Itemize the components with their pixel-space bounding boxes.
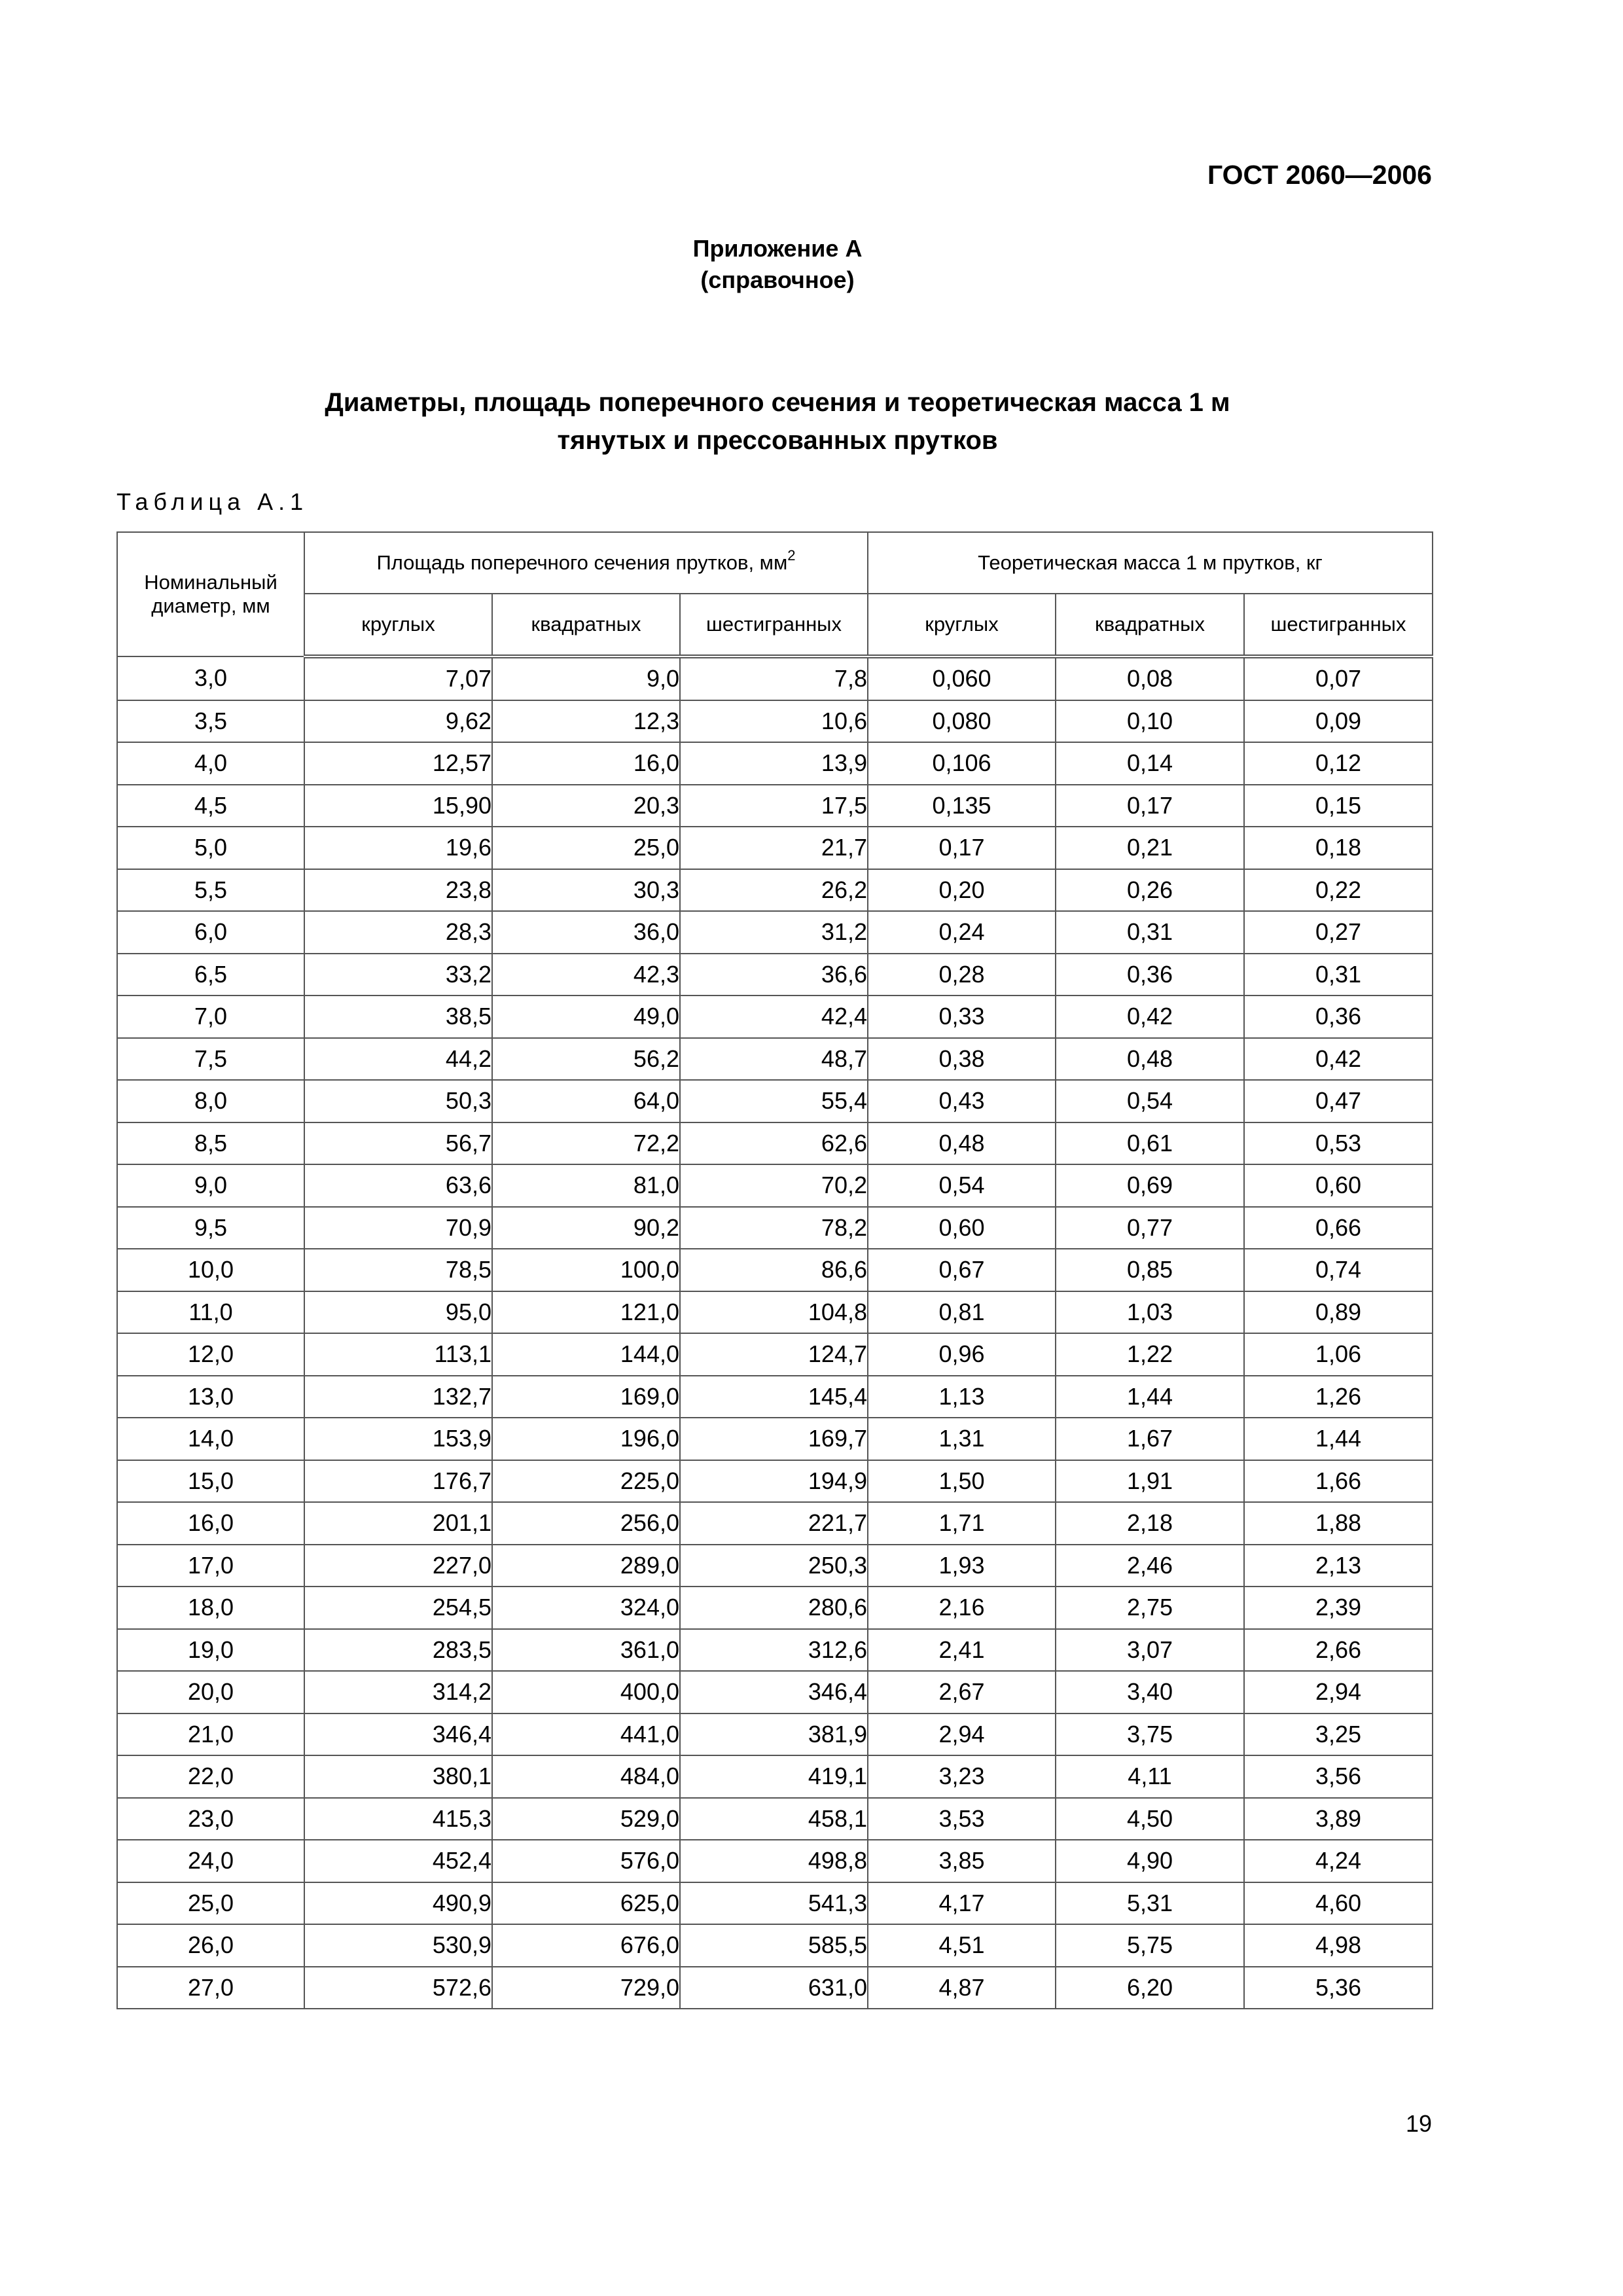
cell-area-hex: 21,7 xyxy=(680,827,868,869)
cell-area-round: 283,5 xyxy=(304,1629,492,1672)
cell-mass-round: 2,94 xyxy=(868,1713,1056,1756)
cell-area-round: 44,2 xyxy=(304,1038,492,1081)
cell-area-hex: 26,2 xyxy=(680,869,868,912)
cell-mass-hex: 0,60 xyxy=(1244,1164,1433,1207)
table-row xyxy=(117,1840,1433,1882)
cell-mass-hex: 0,07 xyxy=(1244,656,1433,700)
cell-mass-square: 5,31 xyxy=(1056,1882,1244,1925)
table-row xyxy=(117,1376,1433,1418)
cell-area-hex: 62,6 xyxy=(680,1122,868,1165)
table-row xyxy=(117,700,1433,743)
document-title-line-1: Диаметры, площадь поперечного сечения и теоретическая масса 1 м xyxy=(325,388,1230,417)
cell-area-hex: 31,2 xyxy=(680,911,868,954)
cell-area-hex: 42,4 xyxy=(680,996,868,1038)
cell-mass-round: 0,48 xyxy=(868,1122,1056,1165)
data-table xyxy=(116,531,1433,2009)
cell-mass-hex: 2,39 xyxy=(1244,1587,1433,1629)
table-row xyxy=(117,1713,1433,1756)
cell-diameter: 5,0 xyxy=(117,827,304,869)
cell-diameter: 7,5 xyxy=(117,1038,304,1081)
table-row xyxy=(117,827,1433,869)
table-row xyxy=(117,1333,1433,1376)
cell-area-round: 28,3 xyxy=(304,911,492,954)
cell-diameter: 8,0 xyxy=(117,1080,304,1122)
cell-mass-hex: 3,56 xyxy=(1244,1755,1433,1798)
cell-area-round: 23,8 xyxy=(304,869,492,912)
cell-mass-square: 0,85 xyxy=(1056,1249,1244,1291)
cell-area-square: 225,0 xyxy=(492,1460,680,1503)
cell-mass-round: 0,38 xyxy=(868,1038,1056,1081)
cell-mass-hex: 1,44 xyxy=(1244,1418,1433,1460)
cell-mass-hex: 0,31 xyxy=(1244,954,1433,996)
cell-area-square: 9,0 xyxy=(492,656,680,700)
cell-mass-square: 3,07 xyxy=(1056,1629,1244,1672)
cell-mass-square: 0,61 xyxy=(1056,1122,1244,1165)
table-row xyxy=(117,1629,1433,1672)
cell-area-square: 625,0 xyxy=(492,1882,680,1925)
cell-mass-square: 4,90 xyxy=(1056,1840,1244,1882)
cell-area-round: 95,0 xyxy=(304,1291,492,1334)
cell-mass-round: 3,53 xyxy=(868,1798,1056,1840)
cell-mass-square: 0,54 xyxy=(1056,1080,1244,1122)
cell-area-square: 256,0 xyxy=(492,1502,680,1545)
cell-mass-round: 2,16 xyxy=(868,1587,1056,1629)
cell-mass-square: 1,44 xyxy=(1056,1376,1244,1418)
cell-area-hex: 86,6 xyxy=(680,1249,868,1291)
header-diameter: Номинальный диаметр, мм xyxy=(117,532,304,656)
cell-area-square: 64,0 xyxy=(492,1080,680,1122)
cell-diameter: 25,0 xyxy=(117,1882,304,1925)
cell-area-square: 12,3 xyxy=(492,700,680,743)
cell-mass-hex: 4,60 xyxy=(1244,1882,1433,1925)
cell-mass-square: 0,21 xyxy=(1056,827,1244,869)
table-body xyxy=(117,656,1433,2009)
cell-mass-round: 0,33 xyxy=(868,996,1056,1038)
table-row xyxy=(117,1587,1433,1629)
cell-area-square: 100,0 xyxy=(492,1249,680,1291)
cell-mass-round: 1,13 xyxy=(868,1376,1056,1418)
cell-area-round: 33,2 xyxy=(304,954,492,996)
cell-mass-square: 1,91 xyxy=(1056,1460,1244,1503)
cell-mass-hex: 0,42 xyxy=(1244,1038,1433,1081)
cell-mass-square: 0,31 xyxy=(1056,911,1244,954)
appendix-heading xyxy=(0,233,1555,296)
table-caption: Таблица А.1 xyxy=(116,488,309,515)
table-row xyxy=(117,1460,1433,1503)
cell-area-hex: 55,4 xyxy=(680,1080,868,1122)
cell-mass-square: 0,77 xyxy=(1056,1207,1244,1249)
cell-diameter: 9,5 xyxy=(117,1207,304,1249)
cell-diameter: 6,0 xyxy=(117,911,304,954)
cell-area-hex: 10,6 xyxy=(680,700,868,743)
cell-area-hex: 36,6 xyxy=(680,954,868,996)
cell-area-hex: 250,3 xyxy=(680,1545,868,1587)
cell-area-square: 56,2 xyxy=(492,1038,680,1081)
cell-mass-hex: 0,74 xyxy=(1244,1249,1433,1291)
cell-area-hex: 48,7 xyxy=(680,1038,868,1081)
cell-area-hex: 631,0 xyxy=(680,1967,868,2009)
cell-mass-hex: 0,09 xyxy=(1244,700,1433,743)
cell-area-hex: 17,5 xyxy=(680,785,868,827)
table-row xyxy=(117,1882,1433,1925)
table-header-row-1 xyxy=(117,532,1433,594)
cell-area-square: 729,0 xyxy=(492,1967,680,2009)
cell-mass-hex: 2,13 xyxy=(1244,1545,1433,1587)
cell-mass-round: 2,41 xyxy=(868,1629,1056,1672)
cell-mass-hex: 0,22 xyxy=(1244,869,1433,912)
cell-mass-square: 1,67 xyxy=(1056,1418,1244,1460)
table-row xyxy=(117,911,1433,954)
cell-area-round: 314,2 xyxy=(304,1671,492,1713)
cell-mass-round: 0,43 xyxy=(868,1080,1056,1122)
standard-code: ГОСТ 2060—2006 xyxy=(1207,160,1432,190)
cell-area-hex: 169,7 xyxy=(680,1418,868,1460)
cell-area-square: 30,3 xyxy=(492,869,680,912)
cell-area-hex: 419,1 xyxy=(680,1755,868,1798)
cell-area-square: 90,2 xyxy=(492,1207,680,1249)
cell-area-round: 132,7 xyxy=(304,1376,492,1418)
cell-diameter: 19,0 xyxy=(117,1629,304,1672)
cell-mass-square: 3,40 xyxy=(1056,1671,1244,1713)
cell-area-square: 20,3 xyxy=(492,785,680,827)
table-row xyxy=(117,1122,1433,1165)
table-row xyxy=(117,1207,1433,1249)
cell-mass-square: 4,50 xyxy=(1056,1798,1244,1840)
cell-area-hex: 78,2 xyxy=(680,1207,868,1249)
cell-diameter: 3,5 xyxy=(117,700,304,743)
cell-mass-square: 1,22 xyxy=(1056,1333,1244,1376)
cell-diameter: 26,0 xyxy=(117,1924,304,1967)
cell-mass-round: 0,060 xyxy=(868,656,1056,700)
cell-mass-round: 4,51 xyxy=(868,1924,1056,1967)
cell-mass-hex: 0,53 xyxy=(1244,1122,1433,1165)
cell-mass-square: 0,10 xyxy=(1056,700,1244,743)
cell-area-round: 415,3 xyxy=(304,1798,492,1840)
cell-area-round: 572,6 xyxy=(304,1967,492,2009)
table-row xyxy=(117,1418,1433,1460)
cell-area-round: 153,9 xyxy=(304,1418,492,1460)
cell-mass-round: 0,106 xyxy=(868,742,1056,785)
cell-area-square: 441,0 xyxy=(492,1713,680,1756)
cell-area-hex: 346,4 xyxy=(680,1671,868,1713)
header-area-round: круглых xyxy=(304,594,492,656)
cell-mass-round: 0,81 xyxy=(868,1291,1056,1334)
cell-diameter: 10,0 xyxy=(117,1249,304,1291)
cell-mass-square: 0,14 xyxy=(1056,742,1244,785)
cell-area-square: 361,0 xyxy=(492,1629,680,1672)
cell-area-square: 169,0 xyxy=(492,1376,680,1418)
cell-area-round: 254,5 xyxy=(304,1587,492,1629)
cell-mass-square: 4,11 xyxy=(1056,1755,1244,1798)
table-row xyxy=(117,656,1433,700)
cell-area-square: 42,3 xyxy=(492,954,680,996)
cell-mass-square: 3,75 xyxy=(1056,1713,1244,1756)
cell-mass-hex: 0,15 xyxy=(1244,785,1433,827)
cell-area-hex: 70,2 xyxy=(680,1164,868,1207)
cell-area-round: 63,6 xyxy=(304,1164,492,1207)
header-mass-hex: шестигранных xyxy=(1244,594,1433,656)
page-number: 19 xyxy=(1405,2110,1432,2137)
cell-mass-hex: 0,89 xyxy=(1244,1291,1433,1334)
cell-area-round: 9,62 xyxy=(304,700,492,743)
table-row xyxy=(117,1164,1433,1207)
cell-mass-square: 5,75 xyxy=(1056,1924,1244,1967)
document-title xyxy=(0,384,1555,459)
cell-mass-square: 0,36 xyxy=(1056,954,1244,996)
cell-mass-hex: 3,25 xyxy=(1244,1713,1433,1756)
cell-mass-round: 1,50 xyxy=(868,1460,1056,1503)
cell-mass-square: 6,20 xyxy=(1056,1967,1244,2009)
cell-mass-hex: 1,26 xyxy=(1244,1376,1433,1418)
cell-area-round: 50,3 xyxy=(304,1080,492,1122)
cell-mass-hex: 0,18 xyxy=(1244,827,1433,869)
header-area-superscript: 2 xyxy=(787,547,796,564)
cell-diameter: 23,0 xyxy=(117,1798,304,1840)
cell-mass-square: 2,75 xyxy=(1056,1587,1244,1629)
cell-area-round: 7,07 xyxy=(304,656,492,700)
cell-diameter: 11,0 xyxy=(117,1291,304,1334)
cell-diameter: 17,0 xyxy=(117,1545,304,1587)
table-row xyxy=(117,1967,1433,2009)
cell-mass-round: 3,85 xyxy=(868,1840,1056,1882)
table-row xyxy=(117,742,1433,785)
cell-mass-hex: 0,47 xyxy=(1244,1080,1433,1122)
cell-mass-square: 0,26 xyxy=(1056,869,1244,912)
cell-area-round: 227,0 xyxy=(304,1545,492,1587)
cell-diameter: 7,0 xyxy=(117,996,304,1038)
cell-diameter: 24,0 xyxy=(117,1840,304,1882)
cell-area-square: 529,0 xyxy=(492,1798,680,1840)
cell-diameter: 22,0 xyxy=(117,1755,304,1798)
cell-mass-round: 0,67 xyxy=(868,1249,1056,1291)
cell-area-square: 676,0 xyxy=(492,1924,680,1967)
cell-mass-square: 2,18 xyxy=(1056,1502,1244,1545)
cell-mass-round: 0,24 xyxy=(868,911,1056,954)
cell-diameter: 16,0 xyxy=(117,1502,304,1545)
table-row xyxy=(117,1080,1433,1122)
cell-mass-round: 4,17 xyxy=(868,1882,1056,1925)
cell-mass-hex: 0,12 xyxy=(1244,742,1433,785)
cell-mass-round: 1,31 xyxy=(868,1418,1056,1460)
cell-mass-hex: 1,88 xyxy=(1244,1502,1433,1545)
document-title-line-2: тянутых и прессованных прутков xyxy=(557,426,998,455)
cell-area-round: 113,1 xyxy=(304,1333,492,1376)
cell-area-square: 400,0 xyxy=(492,1671,680,1713)
appendix-title: Приложение А xyxy=(692,235,863,262)
cell-diameter: 15,0 xyxy=(117,1460,304,1503)
cell-area-round: 12,57 xyxy=(304,742,492,785)
table-row xyxy=(117,1249,1433,1291)
table-row xyxy=(117,1291,1433,1334)
table-row xyxy=(117,1671,1433,1713)
cell-diameter: 4,0 xyxy=(117,742,304,785)
cell-area-square: 49,0 xyxy=(492,996,680,1038)
cell-mass-round: 0,080 xyxy=(868,700,1056,743)
cell-diameter: 27,0 xyxy=(117,1967,304,2009)
cell-area-hex: 312,6 xyxy=(680,1629,868,1672)
cell-area-hex: 124,7 xyxy=(680,1333,868,1376)
cell-mass-round: 4,87 xyxy=(868,1967,1056,2009)
cell-area-square: 72,2 xyxy=(492,1122,680,1165)
cell-mass-round: 0,135 xyxy=(868,785,1056,827)
cell-area-square: 576,0 xyxy=(492,1840,680,1882)
table-row xyxy=(117,996,1433,1038)
cell-mass-round: 1,71 xyxy=(868,1502,1056,1545)
cell-area-square: 36,0 xyxy=(492,911,680,954)
cell-mass-round: 1,93 xyxy=(868,1545,1056,1587)
header-area-label: Площадь поперечного сечения прутков, мм xyxy=(376,551,788,574)
header-area-hex: шестигранных xyxy=(680,594,868,656)
cell-diameter: 18,0 xyxy=(117,1587,304,1629)
cell-area-hex: 498,8 xyxy=(680,1840,868,1882)
cell-mass-round: 0,96 xyxy=(868,1333,1056,1376)
cell-mass-round: 2,67 xyxy=(868,1671,1056,1713)
cell-area-round: 15,90 xyxy=(304,785,492,827)
header-area-group xyxy=(304,532,868,594)
cell-mass-round: 0,28 xyxy=(868,954,1056,996)
cell-area-square: 16,0 xyxy=(492,742,680,785)
table-row xyxy=(117,954,1433,996)
cell-area-square: 324,0 xyxy=(492,1587,680,1629)
cell-diameter: 3,0 xyxy=(117,656,304,700)
cell-area-hex: 541,3 xyxy=(680,1882,868,1925)
cell-area-square: 196,0 xyxy=(492,1418,680,1460)
cell-mass-hex: 0,66 xyxy=(1244,1207,1433,1249)
cell-diameter: 9,0 xyxy=(117,1164,304,1207)
cell-diameter: 6,5 xyxy=(117,954,304,996)
cell-area-hex: 104,8 xyxy=(680,1291,868,1334)
table-row xyxy=(117,1502,1433,1545)
cell-area-hex: 221,7 xyxy=(680,1502,868,1545)
appendix-status: (справочное) xyxy=(700,266,855,293)
table-row xyxy=(117,1798,1433,1840)
cell-mass-hex: 4,98 xyxy=(1244,1924,1433,1967)
table-row xyxy=(117,1545,1433,1587)
cell-area-hex: 280,6 xyxy=(680,1587,868,1629)
cell-area-round: 452,4 xyxy=(304,1840,492,1882)
table-row xyxy=(117,1924,1433,1967)
cell-area-hex: 585,5 xyxy=(680,1924,868,1967)
cell-area-round: 56,7 xyxy=(304,1122,492,1165)
cell-mass-round: 3,23 xyxy=(868,1755,1056,1798)
header-mass-group: Теоретическая масса 1 м прутков, кг xyxy=(868,532,1433,594)
cell-diameter: 12,0 xyxy=(117,1333,304,1376)
cell-area-round: 201,1 xyxy=(304,1502,492,1545)
cell-area-hex: 194,9 xyxy=(680,1460,868,1503)
cell-area-round: 38,5 xyxy=(304,996,492,1038)
cell-mass-hex: 2,66 xyxy=(1244,1629,1433,1672)
cell-mass-square: 0,42 xyxy=(1056,996,1244,1038)
cell-mass-square: 1,03 xyxy=(1056,1291,1244,1334)
cell-area-round: 530,9 xyxy=(304,1924,492,1967)
cell-area-square: 289,0 xyxy=(492,1545,680,1587)
cell-mass-square: 0,69 xyxy=(1056,1164,1244,1207)
cell-area-hex: 381,9 xyxy=(680,1713,868,1756)
cell-mass-round: 0,20 xyxy=(868,869,1056,912)
cell-mass-square: 0,17 xyxy=(1056,785,1244,827)
cell-area-round: 346,4 xyxy=(304,1713,492,1756)
header-area-square: квадратных xyxy=(492,594,680,656)
cell-mass-square: 0,08 xyxy=(1056,656,1244,700)
cell-area-round: 490,9 xyxy=(304,1882,492,1925)
cell-mass-hex: 1,66 xyxy=(1244,1460,1433,1503)
cell-mass-square: 2,46 xyxy=(1056,1545,1244,1587)
cell-mass-square: 0,48 xyxy=(1056,1038,1244,1081)
table-row xyxy=(117,1038,1433,1081)
cell-area-square: 25,0 xyxy=(492,827,680,869)
cell-diameter: 21,0 xyxy=(117,1713,304,1756)
cell-diameter: 5,5 xyxy=(117,869,304,912)
cell-mass-hex: 1,06 xyxy=(1244,1333,1433,1376)
cell-area-round: 380,1 xyxy=(304,1755,492,1798)
cell-area-round: 70,9 xyxy=(304,1207,492,1249)
header-mass-round: круглых xyxy=(868,594,1056,656)
cell-mass-hex: 5,36 xyxy=(1244,1967,1433,2009)
cell-area-square: 81,0 xyxy=(492,1164,680,1207)
cell-area-hex: 145,4 xyxy=(680,1376,868,1418)
cell-diameter: 14,0 xyxy=(117,1418,304,1460)
cell-area-square: 484,0 xyxy=(492,1755,680,1798)
cell-diameter: 20,0 xyxy=(117,1671,304,1713)
table-header-row-2 xyxy=(117,594,1433,656)
cell-mass-round: 0,60 xyxy=(868,1207,1056,1249)
cell-area-round: 176,7 xyxy=(304,1460,492,1503)
cell-area-square: 144,0 xyxy=(492,1333,680,1376)
table-row xyxy=(117,869,1433,912)
cell-area-hex: 7,8 xyxy=(680,656,868,700)
cell-diameter: 4,5 xyxy=(117,785,304,827)
table-row xyxy=(117,1755,1433,1798)
cell-area-round: 19,6 xyxy=(304,827,492,869)
table-row xyxy=(117,785,1433,827)
cell-mass-round: 0,17 xyxy=(868,827,1056,869)
cell-mass-round: 0,54 xyxy=(868,1164,1056,1207)
cell-mass-hex: 4,24 xyxy=(1244,1840,1433,1882)
cell-diameter: 13,0 xyxy=(117,1376,304,1418)
cell-area-hex: 13,9 xyxy=(680,742,868,785)
cell-area-round: 78,5 xyxy=(304,1249,492,1291)
cell-area-square: 121,0 xyxy=(492,1291,680,1334)
cell-area-hex: 458,1 xyxy=(680,1798,868,1840)
header-mass-square: квадратных xyxy=(1056,594,1244,656)
cell-mass-hex: 2,94 xyxy=(1244,1671,1433,1713)
cell-mass-hex: 3,89 xyxy=(1244,1798,1433,1840)
cell-mass-hex: 0,27 xyxy=(1244,911,1433,954)
cell-diameter: 8,5 xyxy=(117,1122,304,1165)
cell-mass-hex: 0,36 xyxy=(1244,996,1433,1038)
